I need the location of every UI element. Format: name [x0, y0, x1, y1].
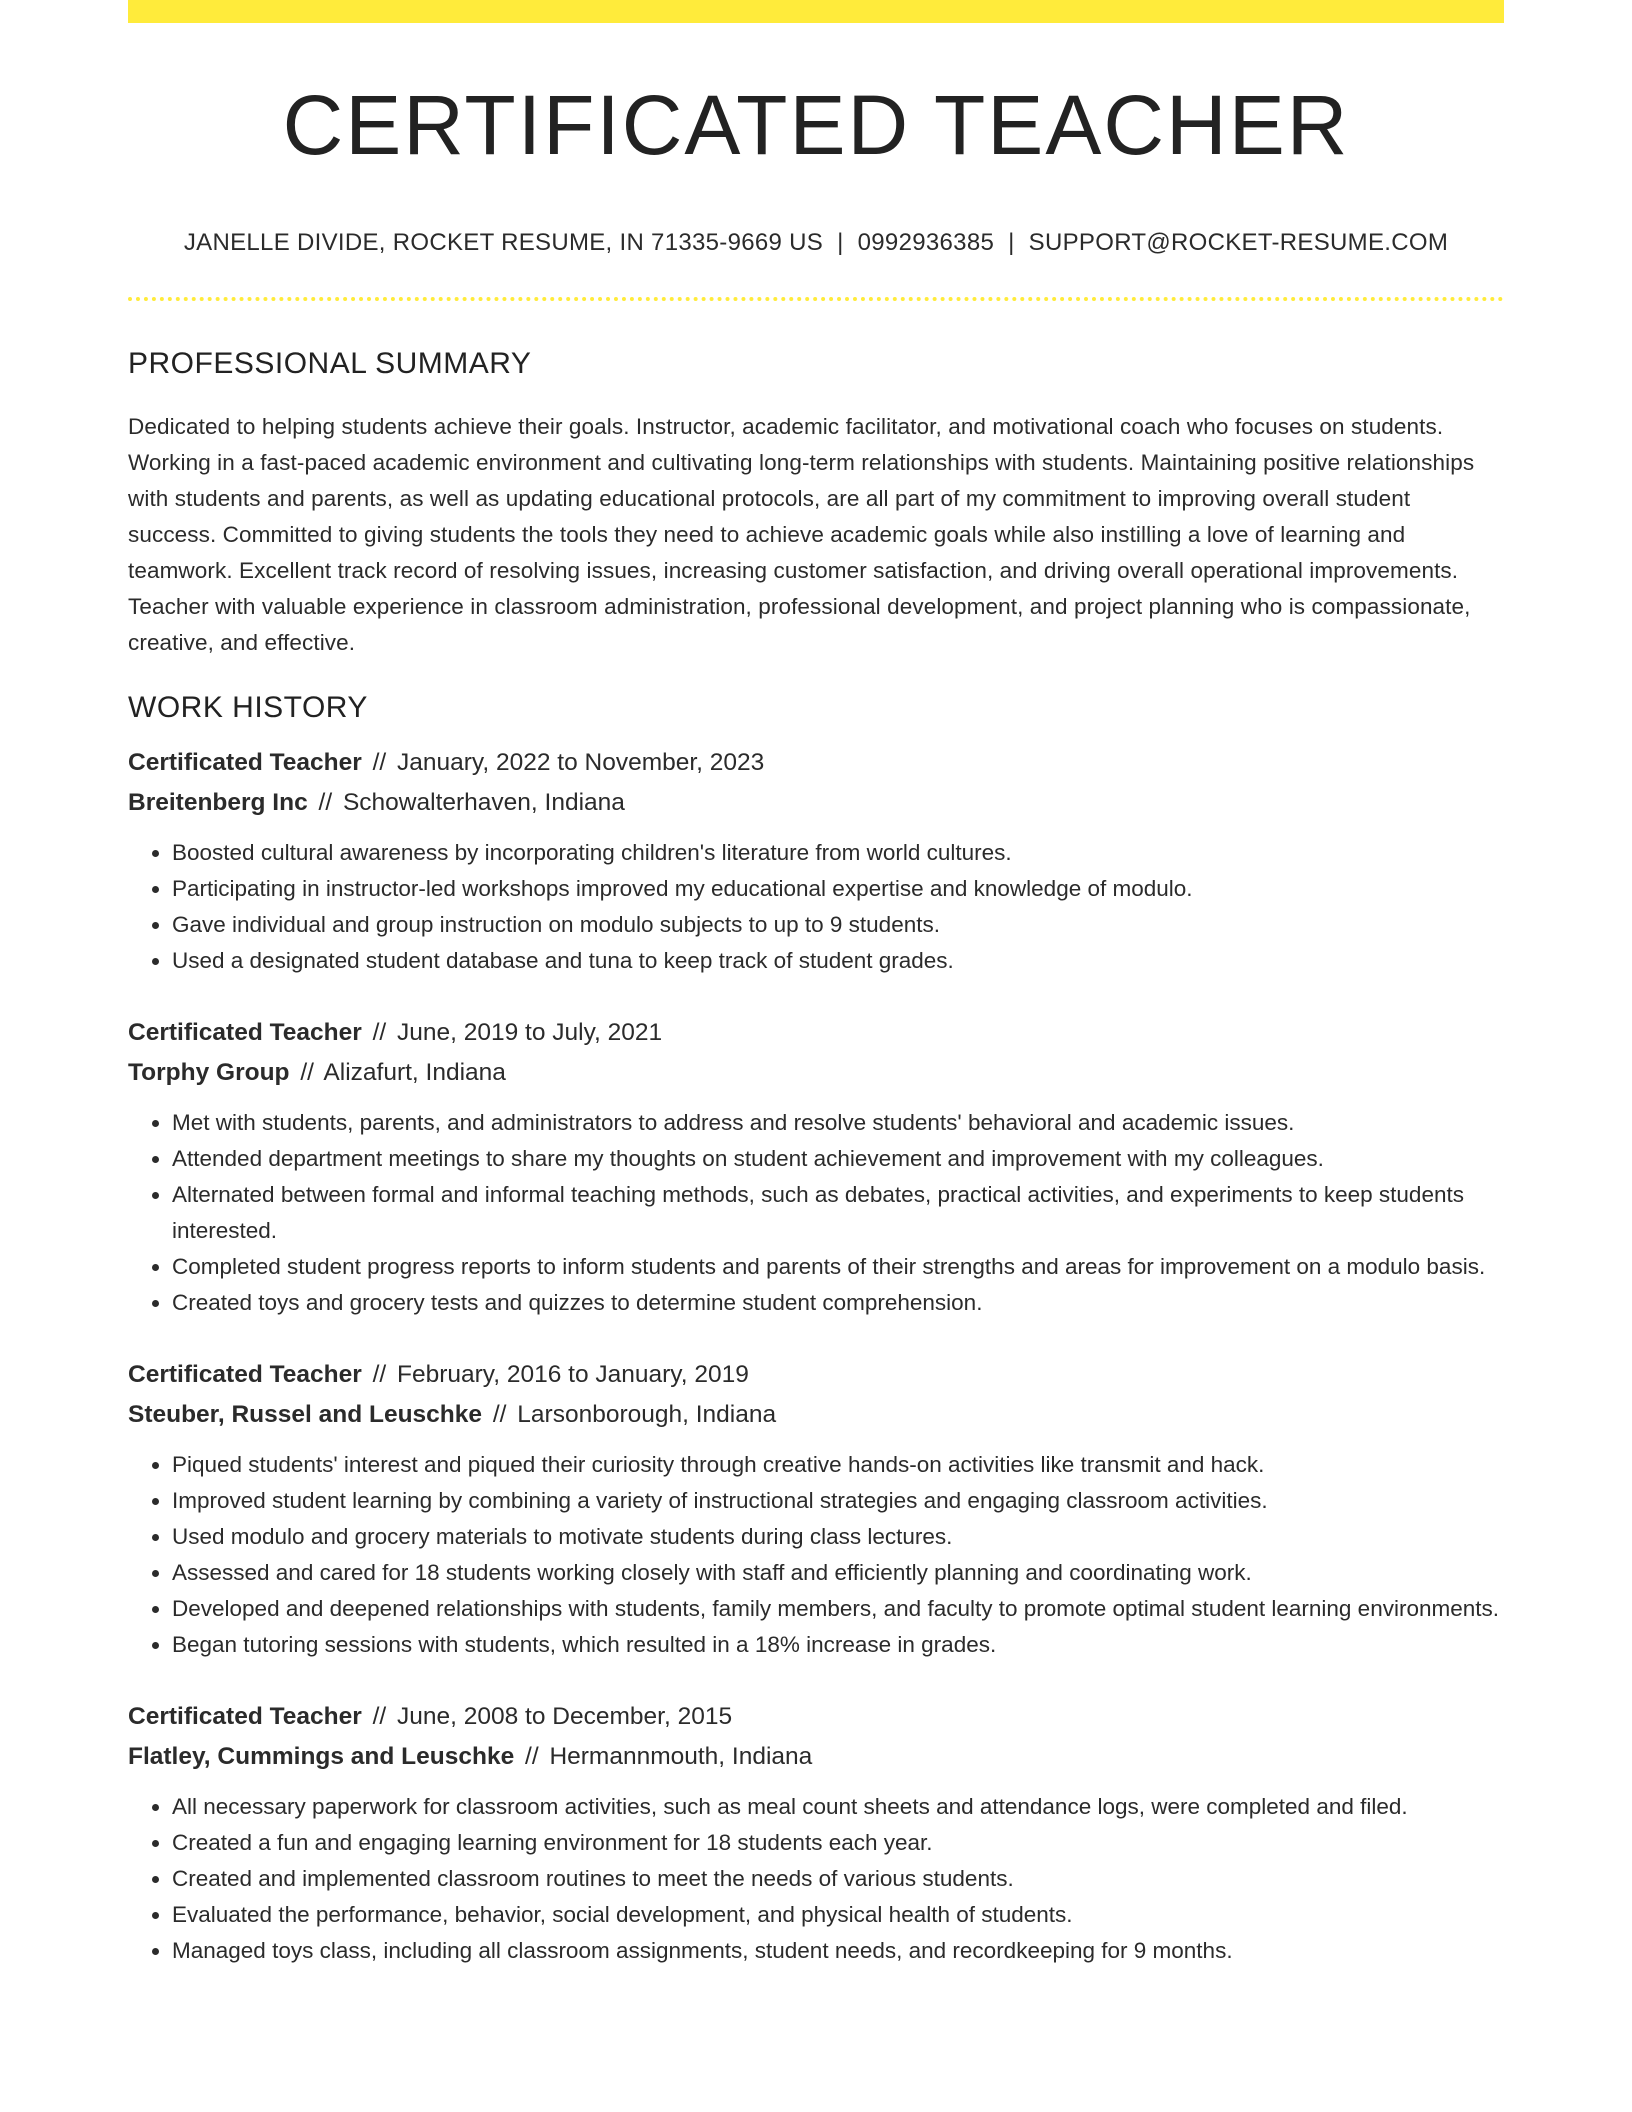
job-dates: January, 2022 to November, 2023: [397, 749, 765, 776]
slash-separator: //: [492, 1401, 507, 1428]
job-bullet: • All necessary paperwork for classroom activities, such as meal count sheets and attendance logs, were completed and filed.: [172, 1789, 1504, 1825]
slash-separator: //: [300, 1059, 314, 1086]
slash-separator: //: [372, 1361, 387, 1388]
job-bullets: [128, 835, 1504, 979]
job-company-line: [128, 1737, 1504, 1777]
job-bullet: • Created toys and grocery tests and quizzes to determine student comprehension.: [172, 1285, 1504, 1321]
slash-separator: //: [318, 789, 333, 816]
dotted-divider: [128, 297, 1504, 301]
summary-text: Dedicated to helping students achieve their goals. Instructor, academic facilitator, and motivational coach who focuses on students. Working in a fast-paced academic environment and cultivating long-term relationships with students. Maintaining positive relationships with students and parents, as well as updating educational protocols, are all part of my commitment to improving overall student success. Committed to giving students the tools they need to achieve academic goals while also instilling a love of learning and teamwork. Excellent track record of resolving issues, increasing customer satisfaction, and driving overall operational improvements. Teacher with valuable experience in classroom administration, professional development, and project planning who is compassionate, creative, and effective.: [128, 414, 1475, 655]
resume-title: CERTIFICATED TEACHER: [282, 78, 1350, 172]
slash-separator: //: [372, 1019, 387, 1046]
job-title-line: [128, 743, 1504, 783]
job-bullet: • Piqued students' interest and piqued their curiosity through creative hands-on activities like transmit and hack.: [172, 1447, 1504, 1483]
work-history-heading: WORK HISTORY: [128, 691, 368, 724]
job-bullet: • Used a designated student database and tuna to keep track of student grades.: [172, 943, 1504, 979]
job-entry: [128, 1355, 1504, 1663]
contact-separator: |: [1008, 229, 1015, 256]
job-bullet: • Assessed and cared for 18 students working closely with staff and efficiently planning and coordinating work.: [172, 1555, 1504, 1591]
job-bullet: • Met with students, parents, and administrators to address and resolve students' behavioral and academic issues.: [172, 1105, 1504, 1141]
job-bullet: • Completed student progress reports to inform students and parents of their strengths and areas for improvement on a modulo basis.: [172, 1249, 1504, 1285]
slash-separator: //: [372, 1703, 387, 1730]
job-bullet: • Attended department meetings to share my thoughts on student achievement and improvement with my colleagues.: [172, 1141, 1504, 1177]
job-dates: June, 2019 to July, 2021: [397, 1019, 663, 1046]
work-history-list: [128, 743, 1504, 1969]
job-entry: [128, 743, 1504, 979]
job-company: Torphy Group: [128, 1059, 290, 1086]
job-bullet: • Created a fun and engaging learning environment for 18 students each year.: [172, 1825, 1504, 1861]
job-company-line: [128, 1395, 1504, 1435]
contact-separator: |: [837, 229, 844, 256]
job-bullet: • Improved student learning by combining a variety of instructional strategies and engaging classroom activities.: [172, 1483, 1504, 1519]
job-company: Breitenberg Inc: [128, 789, 308, 816]
job-entry: [128, 1013, 1504, 1321]
contact-line: [128, 229, 1504, 257]
job-title: Certificated Teacher: [128, 1361, 362, 1388]
job-bullets: [128, 1789, 1504, 1969]
job-company: Flatley, Cummings and Leuschke: [128, 1743, 515, 1770]
slash-separator: //: [525, 1743, 539, 1770]
job-bullet: • Gave individual and group instruction on modulo subjects to up to 9 students.: [172, 907, 1504, 943]
job-bullet: • Developed and deepened relationships with students, family members, and faculty to promote optimal student learning environments.: [172, 1591, 1504, 1627]
job-location: Larsonborough, Indiana: [517, 1401, 777, 1428]
job-title: Certificated Teacher: [128, 749, 362, 776]
job-location: Schowalterhaven, Indiana: [342, 789, 625, 816]
job-bullet: • Boosted cultural awareness by incorporating children's literature from world cultures.: [172, 835, 1504, 871]
job-entry: [128, 1697, 1504, 1969]
job-bullets: [128, 1105, 1504, 1321]
job-title: Certificated Teacher: [128, 1019, 362, 1046]
job-bullet: • Evaluated the performance, behavior, social development, and physical health of students.: [172, 1897, 1504, 1933]
job-title-line: [128, 1697, 1504, 1737]
accent-top-bar: [128, 0, 1504, 23]
job-company-line: [128, 783, 1504, 823]
job-dates: February, 2016 to January, 2019: [397, 1361, 749, 1388]
slash-separator: //: [372, 749, 387, 776]
job-company: Steuber, Russel and Leuschke: [128, 1401, 483, 1428]
contact-phone[interactable]: 0992936385: [857, 229, 995, 256]
job-bullet: • Used modulo and grocery materials to motivate students during class lectures.: [172, 1519, 1504, 1555]
job-bullets: [128, 1447, 1504, 1663]
job-bullet: • Participating in instructor-led workshops improved my educational expertise and knowledge of modulo.: [172, 871, 1504, 907]
job-title-line: [128, 1013, 1504, 1053]
summary-heading: PROFESSIONAL SUMMARY: [128, 347, 532, 380]
job-location: Alizafurt, Indiana: [323, 1059, 506, 1086]
job-location: Hermannmouth, Indiana: [549, 1743, 813, 1770]
job-bullet: • Began tutoring sessions with students, which resulted in a 18% increase in grades.: [172, 1627, 1504, 1663]
job-bullet: • Created and implemented classroom routines to meet the needs of various students.: [172, 1861, 1504, 1897]
job-bullet: • Managed toys class, including all classroom assignments, student needs, and recordkeeping for 9 months.: [172, 1933, 1504, 1969]
resume-page: [128, 0, 1504, 1969]
job-bullet: • Alternated between formal and informal teaching methods, such as debates, practical activities, and experiments to keep students interested.: [172, 1177, 1504, 1249]
job-title-line: [128, 1355, 1504, 1395]
job-dates: June, 2008 to December, 2015: [397, 1703, 733, 1730]
job-company-line: [128, 1053, 1504, 1093]
contact-email[interactable]: SUPPORT@ROCKET-RESUME.COM: [1028, 229, 1449, 256]
contact-address: JANELLE DIVIDE, ROCKET RESUME, IN 71335-9669 US: [183, 229, 824, 256]
job-title: Certificated Teacher: [128, 1703, 362, 1730]
